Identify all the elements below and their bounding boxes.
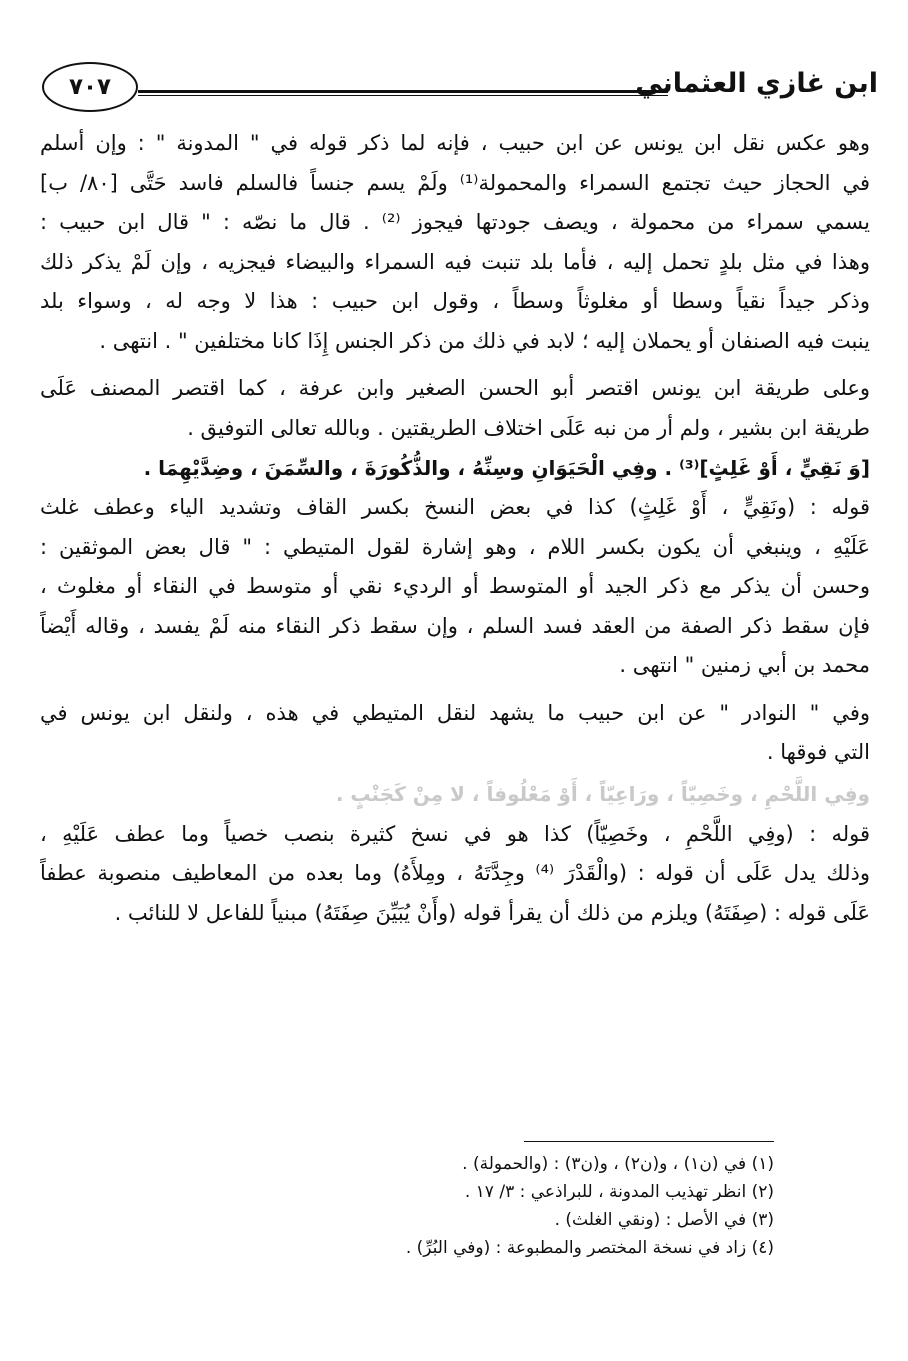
text-line: فإن سقط ذكر الصفة من العقد فسد السلم ، وإن سقط ذكر النقاء منه لَمْ يفسد ، وقاله أَيْضاً (40, 613, 870, 638)
footnote: (٤) زاد في نسخة المختصر والمطبوعة : (وفي البُرِّ) . (405, 1238, 774, 1258)
footnote: (١) في (ن١) ، و(ن٢) ، و(ن٣) : (والحمولة) . (462, 1154, 774, 1174)
footnote: (٢) انظر تهذيب المدونة ، للبراذعي : ٣/ ١٧ . (464, 1182, 774, 1202)
matn-line-faint: وفِي اللَّحْمِ ، وخَصِيّاً ، ورَاعِيّاً ، أَوْ مَعْلُوفاً ، لا مِنْ كَجَنْبٍ . (335, 781, 870, 806)
text-line: في الحجاز حيث تجتمع السمراء والمحمولة⁽¹⁾ ولَمْ يسم جنساً فالسلم فاسد حَتَّى [٨٠/ ب] (40, 170, 870, 195)
text-line: وعلى طريقة ابن يونس اقتصر أبو الحسن الصغير وابن عرفة ، كما اقتصر المصنف عَلَى (40, 376, 870, 400)
text-line: يسمي سمراء من محمولة ، ويصف جودتها فيجوز ⁽²⁾ . قال ما نصّه : " قال ابن حبيب : (40, 210, 870, 234)
text-line: وذلك يدل عَلَى أن قوله : (والْقَدْرَ ⁽⁴⁾ وجِدَّتَهُ ، ومِلأَهُ) وما بعده من المعاطيف منصوبة عطفاً (40, 861, 870, 885)
page-header (40, 56, 878, 116)
header-rule (138, 90, 668, 96)
paragraph-gap (40, 361, 870, 369)
footnote: (٣) في الأصل : (ونقي الغلث) . (554, 1210, 774, 1230)
text-line: وحسن أن يذكر مع ذكر الجيد أو المتوسط أو الرديء نقي أو متوسط في النقاء أو مغلوث ، (40, 574, 870, 598)
text-line: ينبت فيه الصنفان أو يحملان إليه ؛ لابد في ذلك من ذكر الجنس إِذَا كانا مختلفين " . انتهى . (99, 328, 870, 353)
text-line: وذكر جيداً نقياً وسطا أو مغلوثاً وسطاً ، وقول ابن حبيب : هذا لا وجه له ، وسواء بلد (40, 289, 870, 313)
text-line: عَلَى قوله : (صِفَتَهُ) ويلزم من ذلك أن يقرأ قوله (وأَنْ يُبَيِّنَ صِفَتَهُ) مبنياً للفاعل لا للنائب . (114, 900, 870, 925)
text-line: وهذا في مثل بلدٍ تحمل إليه ، فأما بلد تنبت فيه السمراء والبيضاء فيجزيه ، وإن لَمْ يذكر ذلك (40, 249, 870, 274)
main-text (40, 124, 870, 933)
text-line: محمد بن أبي زمنين " انتهى . (619, 653, 870, 677)
page-number: ٧٠٧ (68, 74, 112, 100)
text-line: قوله : (ونَقِيٍّ ، أَوْ غَلِثٍ) كذا في بعض النسخ بكسر القاف وتشديد الياء وعطف غلث (40, 495, 870, 519)
text-line: التي فوقها . (766, 740, 870, 764)
page-number-oval (42, 62, 138, 112)
footnotes (124, 1150, 774, 1262)
text-line: وهو عكس نقل ابن يونس عن ابن حبيب ، فإنه لما ذكر قوله في " المدونة " : وإن أسلم (40, 131, 870, 155)
matn-line: [وَ نَقِيٍّ ، أَوْ غَلِثٍ]⁽³⁾ . وفِي الْحَيَوَانِ وسِنِّهُ ، والذُّكُورَةَ ، والسِّمَنَ ، وضِدَّيْهِمَا . (143, 456, 870, 480)
text-line: وفي " النوادر " عن ابن حبيب ما يشهد لنقل المتيطي في هذه ، ولنقل ابن يونس في (40, 700, 870, 725)
running-title: ابن غازي العثماني (635, 68, 878, 99)
text-line: قوله : (وفِي اللَّحْمِ ، وخَصِيّاً) كذا هو في نسخ كثيرة بنصب خصياً وما عطف عَلَيْهِ ، (40, 821, 870, 846)
text-line: عَلَيْهِ ، وينبغي أن يكون بكسر اللام ، وهو إشارة لقول المتيطي : " قال بعض الموثقين : (40, 534, 870, 559)
paragraph-gap (40, 686, 870, 694)
text-line: طريقة ابن بشير ، ولم أر من نبه عَلَى اختلاف الطريقتين . وبالله تعالى التوفيق . (187, 415, 870, 440)
footnote-rule (524, 1141, 774, 1142)
